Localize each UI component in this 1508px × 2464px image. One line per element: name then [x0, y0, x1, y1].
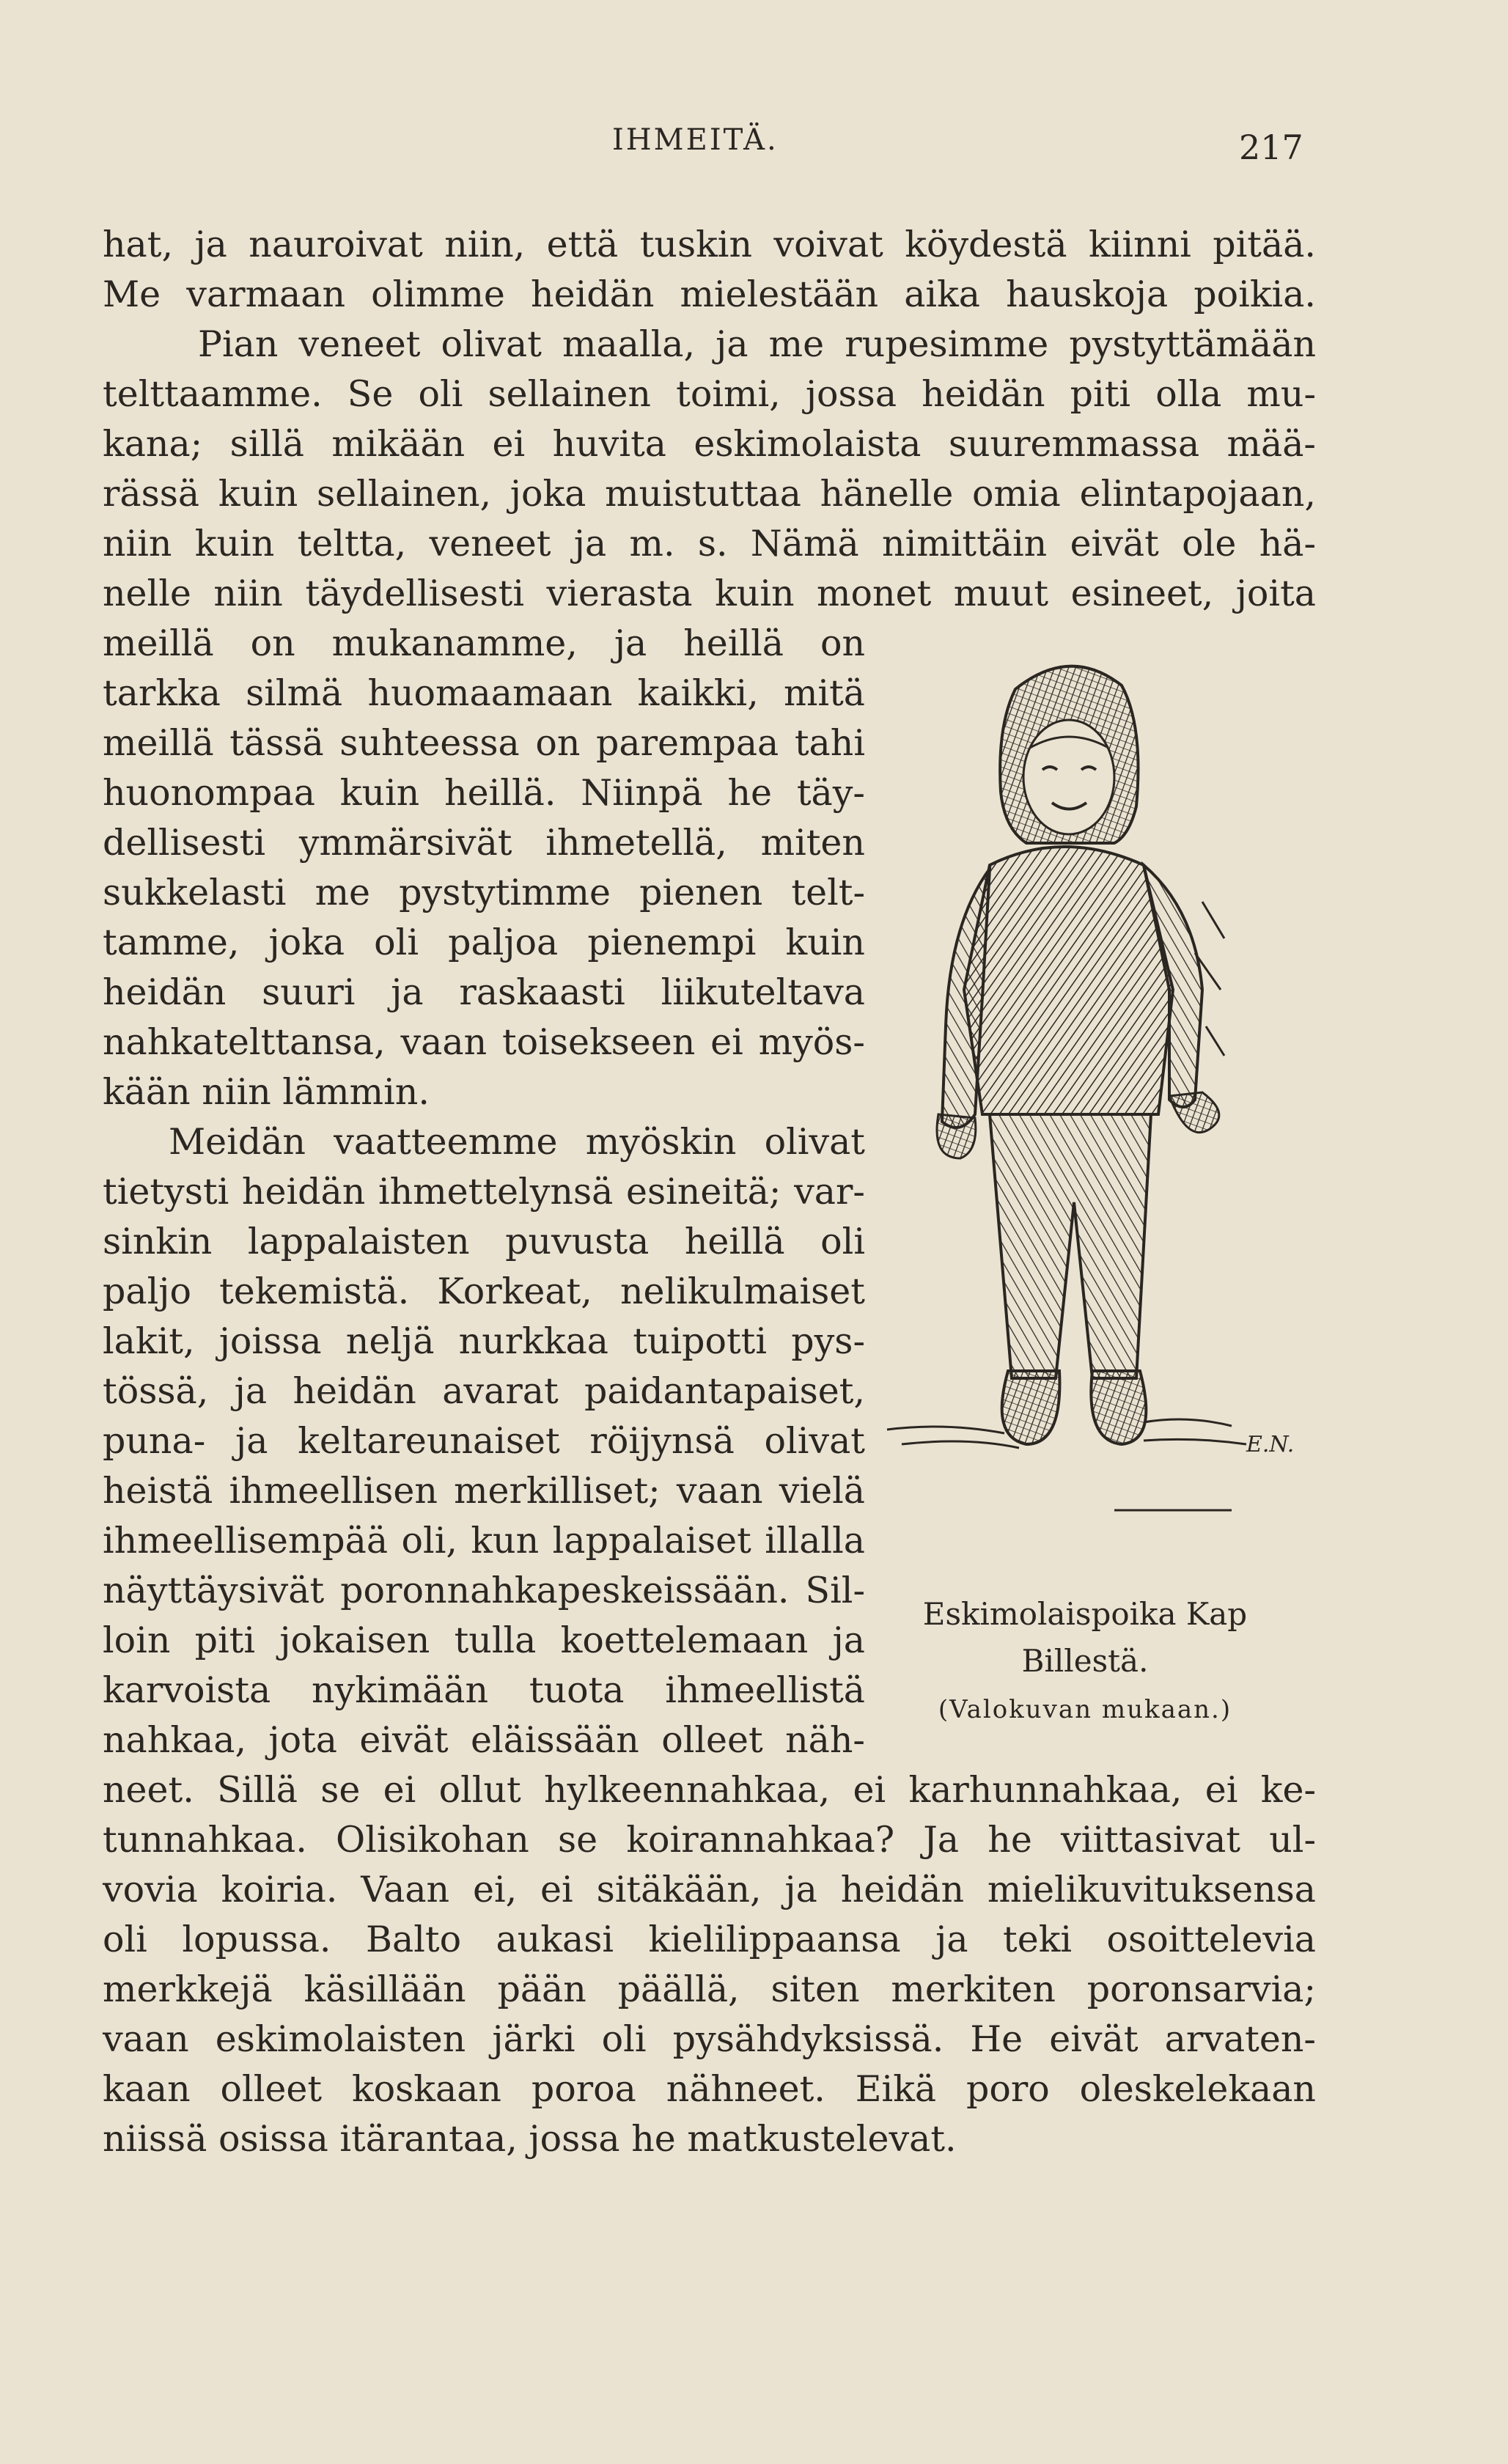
text-line: Meidän vaatteemme myöskin olivat	[169, 1121, 865, 1163]
text-line: loin piti jokaisen tulla koettelemaan ja	[103, 1619, 865, 1661]
text-line: tietysti heidän ihmettelynsä esineitä; var-	[103, 1171, 865, 1213]
text-line: neet. Sillä se ei ollut hylkeennahkaa, ei karhunnahkaa, ei ke-	[103, 1769, 1316, 1811]
text-line: huonompaa kuin heillä. Niinpä he täy-	[103, 772, 865, 814]
text-line: kaan olleet koskaan poroa nähneet. Eikä poro oleskelekaan	[103, 2068, 1316, 2110]
figure-caption-line: Eskimolaispoika Kap	[922, 1596, 1248, 1632]
eskimo-boy-illustration	[880, 645, 1305, 1562]
figure-caption-line: Billestä.	[1021, 1643, 1149, 1679]
text-line: vaan eskimolaisten järki oli pysähdyksissä. He eivät arvaten-	[103, 2018, 1316, 2060]
text-line: dellisesti ymmärsivät ihmetellä, miten	[103, 822, 865, 864]
text-line: heistä ihmeellisen merkilliset; vaan vielä	[103, 1470, 865, 1512]
text-line: meillä tässä suhteessa on parempaa tahi	[103, 722, 865, 764]
text-line: vovia koiria. Vaan ei, ei sitäkään, ja heidän mielikuvituksensa	[103, 1869, 1316, 1910]
text-line: näyttäysivät poronnahkapeskeissään. Sil-	[103, 1570, 865, 1611]
text-line: telttaamme. Se oli sellainen toimi, jossa heidän piti olla mu-	[103, 373, 1316, 415]
text-line: heidän suuri ja raskaasti liikuteltava	[103, 971, 865, 1013]
text-line: paljo tekemistä. Korkeat, nelikulmaiset	[103, 1270, 865, 1312]
text-line: sinkin lappalaisten puvusta heillä oli	[103, 1221, 865, 1262]
artist-signature: E.N.	[1246, 1432, 1295, 1457]
illustration-figure	[865, 645, 1320, 1701]
text-line: niissä osissa itärantaa, jossa he matkustelevat.	[103, 2118, 957, 2160]
text-line: tarkka silmä huomaamaan kaikki, mitä	[103, 672, 865, 714]
text-line: karvoista nykimään tuota ihmeellistä	[103, 1669, 865, 1711]
text-line: meillä on mukanamme, ja heillä on	[103, 622, 865, 664]
text-line: hat, ja nauroivat niin, että tuskin voivat köydestä kiinni pitää.	[103, 224, 1316, 265]
text-line: kään niin lämmin.	[103, 1071, 430, 1113]
text-line: Me varmaan olimme heidän mielestään aika hauskoja poikia.	[103, 273, 1316, 315]
text-line: nahkaa, jota eivät eläissään olleet näh-	[103, 1719, 865, 1761]
text-line: merkkejä käsillään pään päällä, siten merkiten poronsarvia;	[103, 1968, 1316, 2010]
text-line: rässä kuin sellainen, joka muistuttaa hänelle omia elintapojaan,	[103, 473, 1316, 515]
text-line: puna- ja keltareunaiset röijynsä olivat	[103, 1420, 865, 1462]
text-line: tunnahkaa. Olisikohan se koirannahkaa? Ja he viittasivat ul-	[103, 1819, 1316, 1861]
text-line: lakit, joissa neljä nurkkaa tuipotti pys-	[103, 1320, 865, 1362]
text-line: oli lopussa. Balto aukasi kielilippaansa ja teki osoittelevia	[103, 1919, 1316, 1960]
text-line: niin kuin teltta, veneet ja m. s. Nämä nimittäin eivät ole hä-	[103, 523, 1316, 564]
text-line: sukkelasti me pystytimme pienen telt-	[103, 872, 865, 913]
text-line: kana; sillä mikään ei huvita eskimolaista suuremmassa mää-	[103, 423, 1316, 465]
text-line: tössä, ja heidän avarat paidantapaiset,	[103, 1370, 865, 1412]
running-header	[0, 123, 1508, 174]
figure-caption-source: (Valokuvan mukaan.)	[938, 1695, 1232, 1724]
page-number: 217	[1239, 128, 1303, 167]
text-line: nahkatelttansa, vaan toisekseen ei myös-	[103, 1021, 865, 1063]
text-line: nelle niin täydellisesti vierasta kuin monet muut esineet, joita	[103, 573, 1316, 614]
text-line: Pian veneet olivat maalla, ja me rupesimme pystyttämään	[198, 323, 1316, 365]
text-line: tamme, joka oli paljoa pienempi kuin	[103, 922, 865, 963]
chapter-title: IHMEITÄ.	[612, 123, 779, 157]
text-line: ihmeellisempää oli, kun lappalaiset illalla	[103, 1520, 865, 1562]
